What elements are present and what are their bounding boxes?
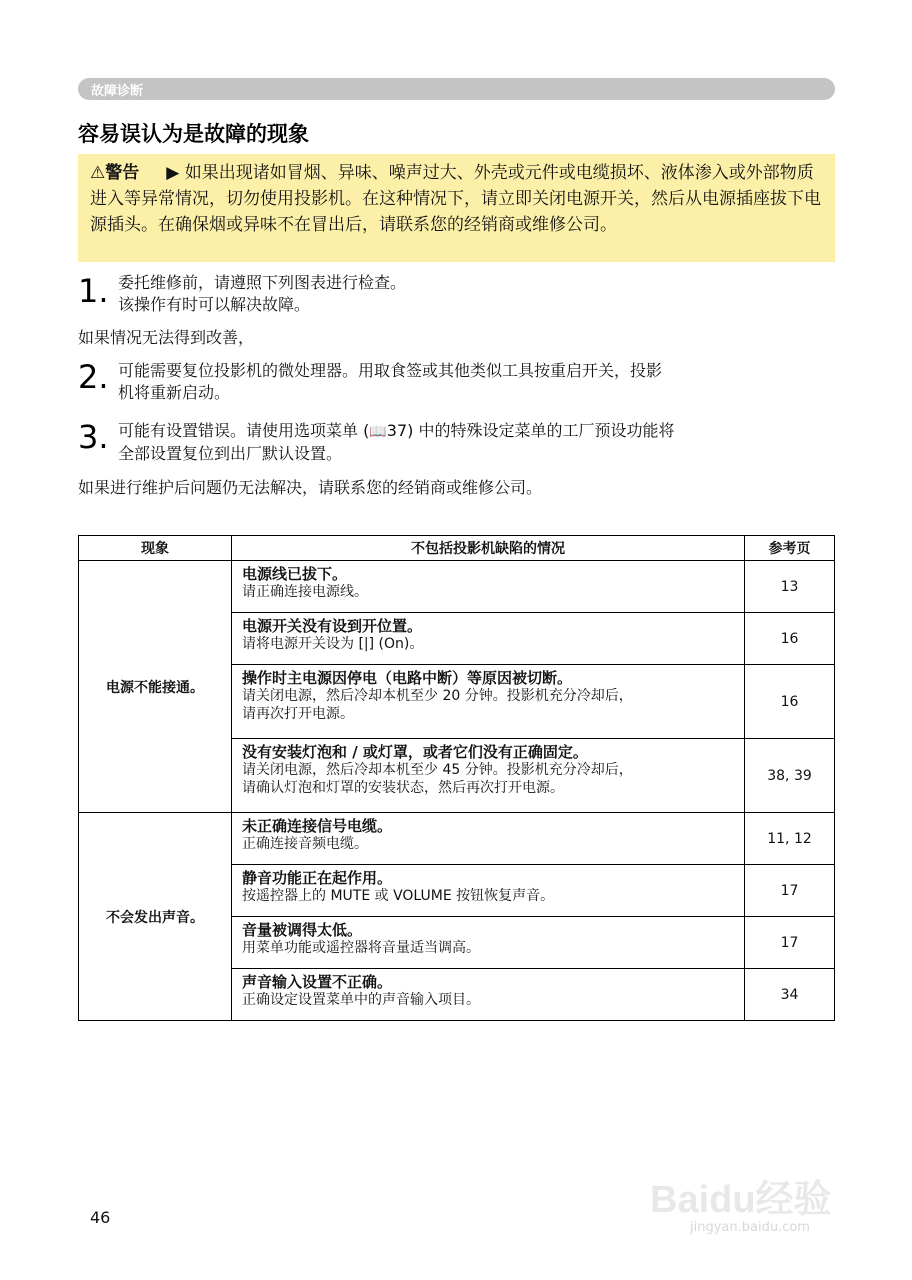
section-header-bar [78, 78, 835, 100]
step-number: 3. [78, 418, 109, 456]
step-line: 该操作有时可以解决故障。 [118, 295, 311, 314]
condition-cell [232, 969, 745, 1021]
condition-desc: 请关闭电源，然后冷却本机至少 20 分钟。投影机充分冷却后， [242, 688, 633, 704]
page-title: 容易误认为是故障的现象 [78, 122, 309, 146]
watermark-brand: Baidu经验 [650, 1179, 832, 1221]
table-row [79, 561, 835, 613]
page-ref-cell: 16 [745, 613, 835, 665]
step-number: 2. [78, 358, 109, 396]
condition-desc: 正确连接音频电缆。 [242, 836, 368, 852]
step-line: 委托维修前，请遵照下列图表进行检查。 [118, 273, 407, 292]
condition-cell [232, 739, 745, 813]
step-line-part: 可能有设置错误。请使用选项菜单 ( [118, 421, 370, 440]
section-label: 故障诊断 [91, 84, 144, 99]
condition-desc: 按遥控器上的 MUTE 或 VOLUME 按钮恢复声音。 [242, 888, 555, 904]
page-ref-cell: 11, 12 [745, 813, 835, 865]
table-header-row [79, 536, 835, 561]
watermark [650, 1150, 840, 1240]
page-ref-cell: 16 [745, 665, 835, 739]
page-ref-cell: 38, 39 [745, 739, 835, 813]
step-line [118, 420, 674, 443]
column-header-page: 参考页 [745, 536, 835, 561]
column-header-condition: 不包括投影机缺陷的情况 [232, 536, 745, 561]
condition-cell [232, 813, 745, 865]
warning-label: 警告 [105, 163, 140, 183]
page-number: 46 [90, 1208, 111, 1227]
condition-desc: 正确设定设置菜单中的声音输入项目。 [242, 992, 480, 1008]
condition-desc: 用菜单功能或遥控器将音量适当调高。 [242, 940, 480, 956]
page-ref-cell: 17 [745, 865, 835, 917]
symptom-cell: 电源不能接通。 [79, 561, 232, 813]
closing-text: 如果进行维护后问题仍无法解决，请联系您的经销商或维修公司。 [78, 478, 543, 497]
table-row [79, 813, 835, 865]
condition-heading: 音量被调得太低。 [242, 921, 363, 939]
condition-cell [232, 665, 745, 739]
step-number: 1. [78, 272, 109, 310]
step-line: 机将重新启动。 [118, 383, 231, 402]
condition-cell [232, 917, 745, 969]
condition-heading: 静音功能正在起作用。 [242, 869, 393, 887]
troubleshooting-table [78, 535, 835, 1021]
step-text [118, 420, 674, 465]
step-text [118, 272, 406, 316]
step-line: 可能需要复位投影机的微处理器。用取食签或其他类似工具按重启开关，投影 [118, 361, 663, 380]
page-ref-cell: 17 [745, 917, 835, 969]
step-line: 全部设置复位到出厂默认设置。 [118, 444, 343, 463]
between-text: 如果情况无法得到改善， [78, 328, 255, 347]
symptom-cell: 不会发出声音。 [79, 813, 232, 1021]
warning-text: 如果出现诸如冒烟、异味、噪声过大、外壳或元件或电缆损坏、液体渗入或外部物质进入等异常情况，切勿使用投影机。在这种情况下，请立即关闭电源开关，然后从电源插座拔下电源插头。在确保烟或异味不在冒出后，请联系您的经销商或维修公司。 [90, 163, 821, 235]
condition-desc: 请正确连接电源线。 [242, 584, 368, 600]
condition-desc: 请再次打开电源。 [242, 706, 354, 722]
warning-triangle-icon: ⚠ [90, 163, 106, 183]
page-ref-cell: 13 [745, 561, 835, 613]
step-line-part: 37) 中的特殊设定菜单的工厂预设功能将 [386, 421, 675, 440]
watermark-site: jingyan.baidu.com [690, 1220, 810, 1235]
column-header-symptom: 现象 [79, 536, 232, 561]
condition-desc: 请将电源开关设为 [|] (On)。 [242, 636, 424, 652]
condition-desc: 请确认灯泡和灯罩的安装状态，然后再次打开电源。 [242, 780, 564, 796]
condition-heading: 声音输入设置不正确。 [242, 973, 393, 991]
condition-heading: 电源线已拔下。 [242, 565, 348, 583]
condition-desc: 请关闭电源，然后冷却本机至少 45 分钟。投影机充分冷却后， [242, 762, 633, 778]
page-ref-cell: 34 [745, 969, 835, 1021]
arrow-right-icon: ▶ [144, 163, 185, 183]
condition-cell [232, 865, 745, 917]
condition-heading: 操作时主电源因停电（电路中断）等原因被切断。 [242, 669, 573, 687]
condition-cell [232, 561, 745, 613]
condition-heading: 电源开关没有设到开位置。 [242, 617, 423, 635]
step-text [118, 360, 662, 404]
book-reference-icon[interactable]: 📖 [369, 424, 387, 440]
condition-cell [232, 613, 745, 665]
condition-heading: 没有安装灯泡和 / 或灯罩，或者它们没有正确固定。 [242, 743, 588, 761]
condition-heading: 未正确连接信号电缆。 [242, 817, 393, 835]
warning-box [78, 154, 835, 262]
